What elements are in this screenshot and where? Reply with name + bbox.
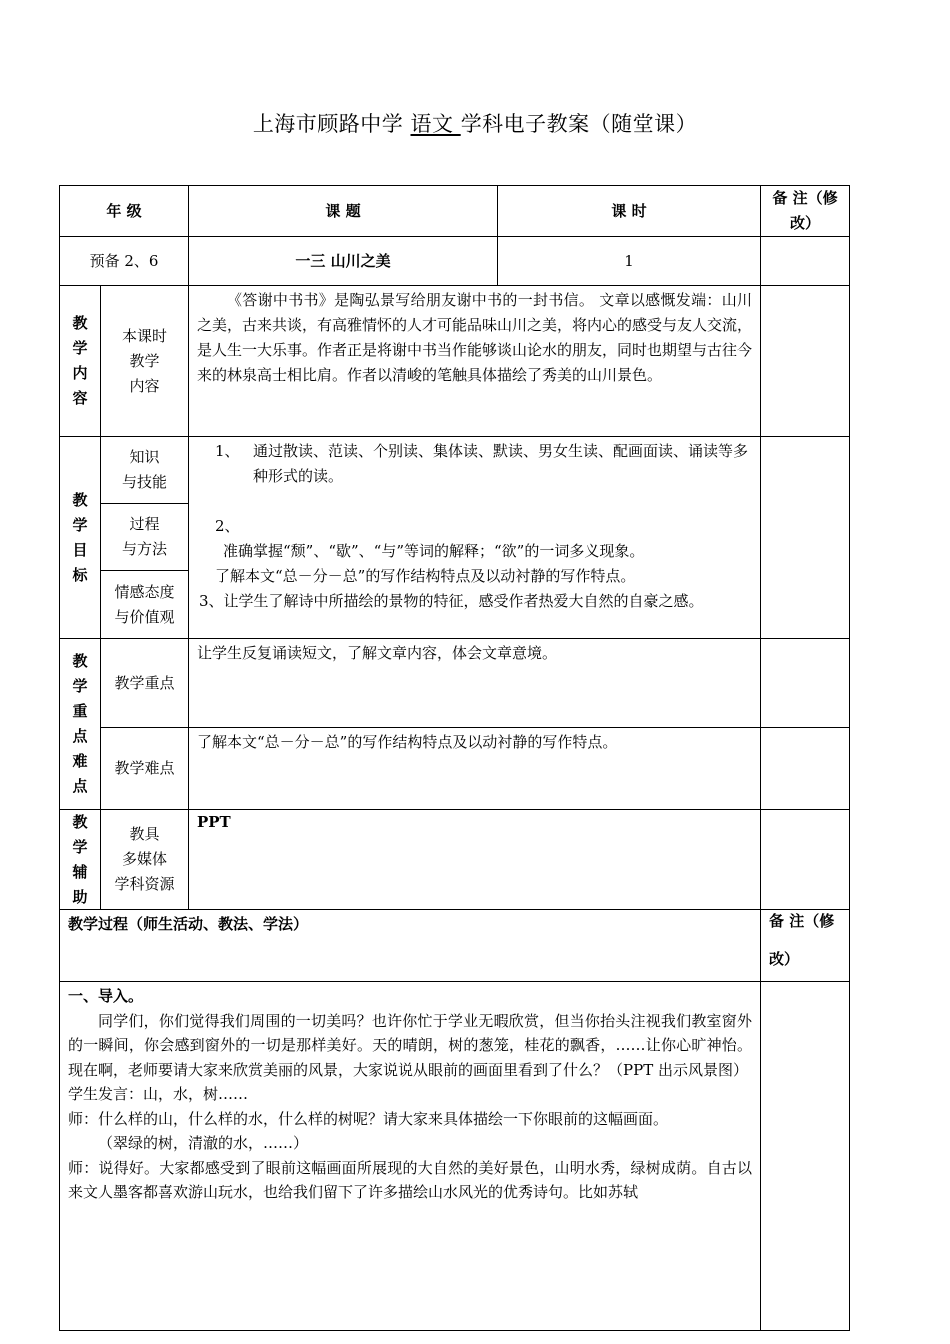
goals-section-label: 教 学 目 标 [59, 436, 101, 639]
process-paragraph-3: 师：什么样的山，什么样的水，什么样的树呢？请大家来具体描绘一下你眼前的这幅画面。 [68, 1109, 669, 1128]
remarks-cell [760, 436, 850, 639]
topic-value: 一三 山川之美 [188, 236, 498, 286]
content-text: 《答谢中书书》是陶弘景写给朋友谢中书的一封书信。 文章以感慨发端：山川之美，古来共谈，有高雅情怀的人才可能品味山川之美，将内心的感受与友人交流，是人生一大乐事。作者正是将谢中书当作能够谈山论水的朋友，同时也期望与古往今来的林泉高士相比肩。作者以清峻的笔触具体描绘了秀美的山川景色。 [188, 285, 761, 437]
remarks-cell [760, 638, 850, 728]
goal-label-emotion: 情感态度 与价值观 [100, 570, 189, 639]
grade-header: 年 级 [59, 185, 189, 237]
focus-text: 让学生反复诵读短文，了解文章内容，体会文章意境。 [188, 638, 761, 728]
goal-2-line1: 准确掌握“颓”、“歇”、“与”等词的解释；“欲”的一词多义现象。 [223, 542, 645, 560]
goal-2-line2: 了解本文“总－分－总”的写作结构特点及以动衬静的写作特点。 [215, 567, 636, 585]
difficulty-label: 教学难点 [100, 727, 189, 810]
intro-heading: 一、导入。 [68, 987, 144, 1005]
process-paragraph-1: 同学们，你们觉得我们周围的一切美吗？也许你忙于学业无暇欣赏，但当你抬头注视我们教室窗外的一瞬间，你会感到窗外的一切是那样美好。天的晴朗，树的葱笼，桂花的飘香，……让你心旷神怡。现在啊，老师要请大家来欣赏美丽的风景，大家说说从眼前的画面里看到了什么？（PPT 出示风景图） [68, 1011, 752, 1079]
hours-header: 课 时 [497, 185, 761, 237]
aids-text: PPT [188, 809, 761, 910]
process-remarks-header: 备 注（修 改） [760, 909, 850, 982]
goal-1-text: 通过散读、范读、个别读、集体读、默读、男女生读、配画面读、诵读等多种形式的读。 [253, 442, 749, 485]
hours-value: 1 [497, 236, 761, 286]
keypoints-section-label: 教 学 重 点 难 点 [59, 638, 101, 810]
title-subject: 语文 [410, 112, 461, 136]
process-paragraph-5: 师：说得好。大家都感受到了眼前这幅画面所展现的大自然的美好景色，山明水秀，绿树成荫。自古以来文人墨客都喜欢游山玩水，也给我们留下了许多描绘山水风光的优秀诗句。比如苏轼 [68, 1158, 752, 1201]
process-paragraph-4: （翠绿的树，清澈的水，……） [98, 1134, 309, 1152]
remarks-cell [760, 285, 850, 437]
process-body [59, 981, 761, 1331]
content-label: 本课时 教学 内容 [100, 285, 189, 437]
remarks-cell [760, 981, 850, 1331]
goal-label-process: 过程 与方法 [100, 503, 189, 571]
remarks-header: 备 注（修改） [760, 185, 850, 237]
title-suffix: 学科电子教案（随堂课） [460, 112, 698, 136]
process-heading: 教学过程（师生活动、教法、学法） [59, 909, 761, 982]
title-prefix: 上海市顾路中学 [252, 112, 411, 136]
page-title [0, 108, 950, 138]
goals-text [188, 436, 761, 639]
goal-2-number: 2、 [215, 517, 240, 535]
goal-3-text: 3、让学生了解诗中所描绘的景物的特征，感受作者热爱大自然的自豪之感。 [199, 592, 704, 610]
topic-header: 课 题 [188, 185, 498, 237]
remarks-cell [760, 727, 850, 810]
aids-section-label: 教 学 辅 助 [59, 809, 101, 910]
goal-1-number: 1、 [215, 442, 240, 460]
focus-label: 教学重点 [100, 638, 189, 728]
difficulty-text: 了解本文“总－分－总”的写作结构特点及以动衬静的写作特点。 [188, 727, 761, 810]
process-paragraph-2: 学生发言：山，水，树…… [68, 1085, 249, 1103]
aids-label: 教具 多媒体 学科资源 [100, 809, 189, 910]
remarks-cell [760, 236, 850, 286]
remarks-cell [760, 809, 850, 910]
grade-value: 预备 2、6 [59, 236, 189, 286]
goal-label-knowledge: 知识 与技能 [100, 436, 189, 504]
content-section-label: 教 学 内 容 [59, 285, 101, 437]
